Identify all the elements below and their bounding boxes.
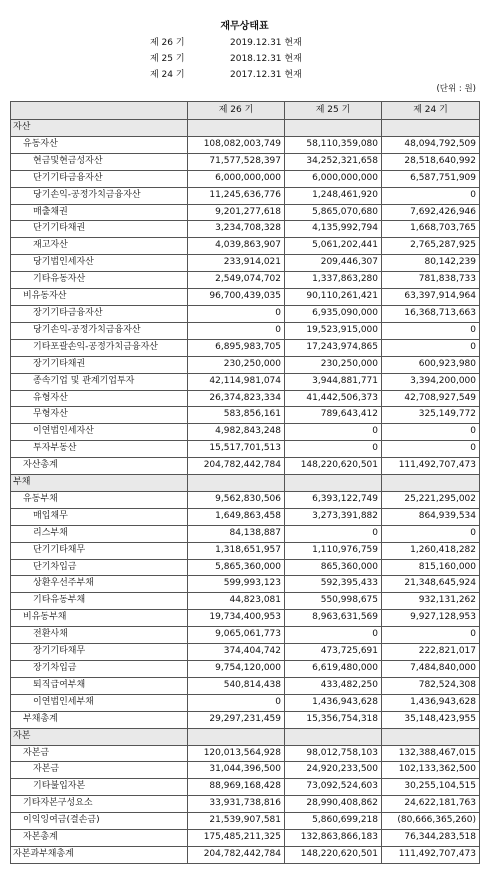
table-row — [11, 796, 480, 813]
amount-cell: 175,485,211,325 — [188, 830, 285, 847]
amount-cell: 41,442,506,373 — [285, 390, 382, 407]
table-row — [11, 846, 480, 863]
amount-cell: 3,273,391,882 — [285, 508, 382, 525]
period-date: 2017.12.31 현재 — [230, 70, 302, 80]
amount-cell: 6,619,480,000 — [285, 661, 382, 678]
account-label: 기타유동자산 — [11, 272, 188, 289]
table-row — [11, 610, 480, 627]
account-label: 당기법인세자산 — [11, 255, 188, 272]
amount-cell: 600,923,980 — [382, 356, 480, 373]
account-label: 전환사채 — [11, 627, 188, 644]
table-row — [11, 136, 480, 153]
table-row — [11, 745, 480, 762]
amount-cell: 132,863,866,183 — [285, 830, 382, 847]
account-label: 부채총계 — [11, 711, 188, 728]
amount-cell: 1,337,863,280 — [285, 272, 382, 289]
amount-cell: 1,436,943,628 — [285, 694, 382, 711]
amount-cell: 35,148,423,955 — [382, 711, 480, 728]
amount-cell: 4,982,843,248 — [188, 424, 285, 441]
amount-cell: 42,708,927,549 — [382, 390, 480, 407]
column-header-period-25: 제 25 기 — [285, 102, 382, 120]
account-label: 기타포괄손익-공정가치금융자산 — [11, 339, 188, 356]
account-label: 자산 — [11, 120, 188, 137]
amount-cell: 58,110,359,080 — [285, 136, 382, 153]
amount-cell: 84,138,887 — [188, 525, 285, 542]
account-label: 기타자본구성요소 — [11, 796, 188, 813]
account-label: 비유동자산 — [11, 289, 188, 306]
amount-cell: 34,252,321,658 — [285, 153, 382, 170]
amount-cell: 9,754,120,000 — [188, 661, 285, 678]
amount-cell: 0 — [382, 627, 480, 644]
account-label: 재고자산 — [11, 238, 188, 255]
amount-cell: 204,782,442,784 — [188, 458, 285, 475]
amount-cell: 120,013,564,928 — [188, 745, 285, 762]
account-label: 당기손익-공정가치금융자산 — [11, 322, 188, 339]
amount-cell — [285, 728, 382, 745]
table-row — [11, 339, 480, 356]
amount-cell: 6,895,983,705 — [188, 339, 285, 356]
section-row — [11, 475, 480, 492]
table-row — [11, 508, 480, 525]
amount-cell: 24,920,233,500 — [285, 762, 382, 779]
account-label: 이연법인세자산 — [11, 424, 188, 441]
amount-cell: 0 — [285, 424, 382, 441]
table-row — [11, 677, 480, 694]
amount-cell: 5,860,699,218 — [285, 813, 382, 830]
amount-cell: 0 — [382, 424, 480, 441]
table-row — [11, 576, 480, 593]
amount-cell: 2,549,074,702 — [188, 272, 285, 289]
period-date: 2018.12.31 현재 — [230, 54, 302, 64]
account-label: 현금및현금성자산 — [11, 153, 188, 170]
amount-cell: 80,142,239 — [382, 255, 480, 272]
balance-sheet-table — [10, 101, 480, 864]
amount-cell: 96,700,439,035 — [188, 289, 285, 306]
table-row — [11, 694, 480, 711]
amount-cell — [188, 728, 285, 745]
table-row — [11, 711, 480, 728]
amount-cell: 433,482,250 — [285, 677, 382, 694]
table-row — [11, 170, 480, 187]
table-row — [11, 542, 480, 559]
account-label: 무형자산 — [11, 407, 188, 424]
table-row — [11, 289, 480, 306]
account-label: 리스부채 — [11, 525, 188, 542]
amount-cell: 222,821,017 — [382, 644, 480, 661]
amount-cell: 28,518,640,992 — [382, 153, 480, 170]
amount-cell: 865,360,000 — [285, 559, 382, 576]
table-row — [11, 441, 480, 458]
account-label: 자본 — [11, 728, 188, 745]
amount-cell: 0 — [382, 322, 480, 339]
amount-cell — [382, 728, 480, 745]
amount-cell: 21,348,645,924 — [382, 576, 480, 593]
table-body — [11, 120, 480, 864]
amount-cell: 6,000,000,000 — [285, 170, 382, 187]
account-label: 단기차입금 — [11, 559, 188, 576]
account-label: 자본금 — [11, 745, 188, 762]
amount-cell: 6,393,122,749 — [285, 491, 382, 508]
amount-cell: 111,492,707,473 — [382, 458, 480, 475]
period-date: 2019.12.31 현재 — [230, 38, 302, 48]
table-row — [11, 204, 480, 221]
amount-cell: 9,927,128,953 — [382, 610, 480, 627]
amount-cell: 15,517,701,513 — [188, 441, 285, 458]
account-label: 장기기타채권 — [11, 356, 188, 373]
amount-cell: 33,931,738,816 — [188, 796, 285, 813]
account-label: 기타유동부채 — [11, 593, 188, 610]
table-row — [11, 221, 480, 238]
amount-cell: 5,865,360,000 — [188, 559, 285, 576]
amount-cell: 932,131,262 — [382, 593, 480, 610]
table-row — [11, 627, 480, 644]
amount-cell: 108,082,003,749 — [188, 136, 285, 153]
amount-cell: 815,160,000 — [382, 559, 480, 576]
account-label: 유동자산 — [11, 136, 188, 153]
period-row — [150, 67, 302, 83]
amount-cell: 90,110,261,421 — [285, 289, 382, 306]
amount-cell: 0 — [285, 525, 382, 542]
table-row — [11, 491, 480, 508]
amount-cell: 550,998,675 — [285, 593, 382, 610]
account-label: 장기기타금융자산 — [11, 305, 188, 322]
amount-cell: 233,914,021 — [188, 255, 285, 272]
account-label: 당기손익-공정가치금융자산 — [11, 187, 188, 204]
amount-cell: 0 — [382, 339, 480, 356]
amount-cell: 0 — [382, 187, 480, 204]
amount-cell — [382, 475, 480, 492]
account-label: 부채 — [11, 475, 188, 492]
amount-cell: 781,838,733 — [382, 272, 480, 289]
statement-title: 재무상태표 — [220, 21, 269, 32]
account-label: 퇴직급여부채 — [11, 677, 188, 694]
table-row — [11, 779, 480, 796]
amount-cell: 29,297,231,459 — [188, 711, 285, 728]
amount-cell: 17,243,974,865 — [285, 339, 382, 356]
table-row — [11, 813, 480, 830]
period-label: 제 25 기 — [150, 54, 185, 64]
account-label: 장기차입금 — [11, 661, 188, 678]
amount-cell: 9,562,830,506 — [188, 491, 285, 508]
table-row — [11, 390, 480, 407]
account-label: 이익잉여금(결손금) — [11, 813, 188, 830]
period-row — [150, 35, 302, 51]
amount-cell: 148,220,620,501 — [285, 458, 382, 475]
amount-cell — [382, 120, 480, 137]
account-label: 단기기타채무 — [11, 542, 188, 559]
amount-cell: 48,094,792,509 — [382, 136, 480, 153]
amount-cell: 6,000,000,000 — [188, 170, 285, 187]
account-label: 상환우선주부채 — [11, 576, 188, 593]
table-row — [11, 559, 480, 576]
table-row — [11, 356, 480, 373]
amount-cell: 374,404,742 — [188, 644, 285, 661]
amount-cell: 473,725,691 — [285, 644, 382, 661]
table-row — [11, 272, 480, 289]
amount-cell: 2,765,287,925 — [382, 238, 480, 255]
amount-cell: 599,993,123 — [188, 576, 285, 593]
amount-cell: 0 — [188, 305, 285, 322]
amount-cell: 21,539,907,581 — [188, 813, 285, 830]
account-label: 유형자산 — [11, 390, 188, 407]
amount-cell: 6,587,751,909 — [382, 170, 480, 187]
amount-cell: 782,524,308 — [382, 677, 480, 694]
account-label: 매입채무 — [11, 508, 188, 525]
amount-cell: 11,245,636,776 — [188, 187, 285, 204]
amount-cell: 540,814,438 — [188, 677, 285, 694]
amount-cell — [285, 120, 382, 137]
amount-cell: 230,250,000 — [188, 356, 285, 373]
amount-cell: 1,649,863,458 — [188, 508, 285, 525]
amount-cell: 132,388,467,015 — [382, 745, 480, 762]
amount-cell: 76,344,283,518 — [382, 830, 480, 847]
period-label: 제 24 기 — [150, 70, 185, 80]
table-row — [11, 830, 480, 847]
amount-cell: 1,318,651,957 — [188, 542, 285, 559]
column-header-item — [11, 102, 188, 120]
amount-cell: 73,092,524,603 — [285, 779, 382, 796]
amount-cell: 0 — [188, 322, 285, 339]
amount-cell: 98,012,758,103 — [285, 745, 382, 762]
account-label: 유동부채 — [11, 491, 188, 508]
table-row — [11, 762, 480, 779]
amount-cell: (80,666,365,260) — [382, 813, 480, 830]
table-row — [11, 458, 480, 475]
amount-cell: 6,935,090,000 — [285, 305, 382, 322]
column-header-period-24: 제 24 기 — [382, 102, 480, 120]
amount-cell: 5,061,202,441 — [285, 238, 382, 255]
amount-cell: 0 — [382, 525, 480, 542]
amount-cell: 24,622,181,763 — [382, 796, 480, 813]
table-row — [11, 424, 480, 441]
amount-cell: 9,201,277,618 — [188, 204, 285, 221]
table-row — [11, 322, 480, 339]
amount-cell: 1,248,461,920 — [285, 187, 382, 204]
amount-cell: 71,577,528,397 — [188, 153, 285, 170]
account-label: 기타불입자본 — [11, 779, 188, 796]
amount-cell: 3,394,200,000 — [382, 373, 480, 390]
table-row — [11, 525, 480, 542]
table-row — [11, 373, 480, 390]
amount-cell: 0 — [188, 694, 285, 711]
account-label: 자산총계 — [11, 458, 188, 475]
amount-cell: 592,395,433 — [285, 576, 382, 593]
account-label: 종속기업 및 관계기업투자 — [11, 373, 188, 390]
amount-cell — [188, 475, 285, 492]
table-row — [11, 644, 480, 661]
amount-cell: 28,990,408,862 — [285, 796, 382, 813]
amount-cell: 111,492,707,473 — [382, 846, 480, 863]
table-row — [11, 153, 480, 170]
amount-cell: 3,234,708,328 — [188, 221, 285, 238]
amount-cell: 5,865,070,680 — [285, 204, 382, 221]
period-header — [150, 35, 302, 83]
amount-cell: 325,149,772 — [382, 407, 480, 424]
account-label: 단기기타금융자산 — [11, 170, 188, 187]
account-label: 장기기타채무 — [11, 644, 188, 661]
table-row — [11, 187, 480, 204]
amount-cell: 1,110,976,759 — [285, 542, 382, 559]
account-label: 자본과부채총계 — [11, 846, 188, 863]
table-row — [11, 255, 480, 272]
period-row — [150, 51, 302, 67]
amount-cell: 204,782,442,784 — [188, 846, 285, 863]
amount-cell: 31,044,396,500 — [188, 762, 285, 779]
amount-cell — [285, 475, 382, 492]
amount-cell: 19,734,400,953 — [188, 610, 285, 627]
table-row — [11, 407, 480, 424]
amount-cell: 3,944,881,771 — [285, 373, 382, 390]
amount-cell: 8,963,631,569 — [285, 610, 382, 627]
amount-cell: 26,374,823,334 — [188, 390, 285, 407]
period-label: 제 26 기 — [150, 38, 185, 48]
amount-cell: 25,221,295,002 — [382, 491, 480, 508]
amount-cell: 63,397,914,964 — [382, 289, 480, 306]
amount-cell: 30,255,104,515 — [382, 779, 480, 796]
amount-cell: 16,368,713,663 — [382, 305, 480, 322]
amount-cell: 102,133,362,500 — [382, 762, 480, 779]
amount-cell — [188, 120, 285, 137]
column-header-period-26: 제 26 기 — [188, 102, 285, 120]
unit-note: (단위 : 원) — [436, 84, 476, 94]
amount-cell: 7,692,426,946 — [382, 204, 480, 221]
amount-cell: 583,856,161 — [188, 407, 285, 424]
section-row — [11, 728, 480, 745]
account-label: 자본금 — [11, 762, 188, 779]
amount-cell: 1,260,418,282 — [382, 542, 480, 559]
table-row — [11, 305, 480, 322]
account-label: 매출채권 — [11, 204, 188, 221]
amount-cell: 0 — [285, 441, 382, 458]
amount-cell: 209,446,307 — [285, 255, 382, 272]
amount-cell: 230,250,000 — [285, 356, 382, 373]
amount-cell: 7,484,840,000 — [382, 661, 480, 678]
account-label: 투자부동산 — [11, 441, 188, 458]
amount-cell: 1,668,703,765 — [382, 221, 480, 238]
amount-cell: 15,356,754,318 — [285, 711, 382, 728]
amount-cell: 789,643,412 — [285, 407, 382, 424]
amount-cell: 4,039,863,907 — [188, 238, 285, 255]
section-row — [11, 120, 480, 137]
table-row — [11, 661, 480, 678]
amount-cell: 148,220,620,501 — [285, 846, 382, 863]
table-row — [11, 238, 480, 255]
account-label: 단기기타채권 — [11, 221, 188, 238]
amount-cell: 19,523,915,000 — [285, 322, 382, 339]
amount-cell: 0 — [382, 441, 480, 458]
amount-cell: 44,823,081 — [188, 593, 285, 610]
account-label: 이연법인세부채 — [11, 694, 188, 711]
amount-cell: 864,939,534 — [382, 508, 480, 525]
amount-cell: 1,436,943,628 — [382, 694, 480, 711]
amount-cell: 42,114,981,074 — [188, 373, 285, 390]
amount-cell: 88,969,168,428 — [188, 779, 285, 796]
amount-cell: 0 — [285, 627, 382, 644]
amount-cell: 9,065,061,773 — [188, 627, 285, 644]
amount-cell: 4,135,992,794 — [285, 221, 382, 238]
table-header-row — [11, 102, 480, 120]
table-row — [11, 593, 480, 610]
account-label: 비유동부채 — [11, 610, 188, 627]
account-label: 자본총계 — [11, 830, 188, 847]
